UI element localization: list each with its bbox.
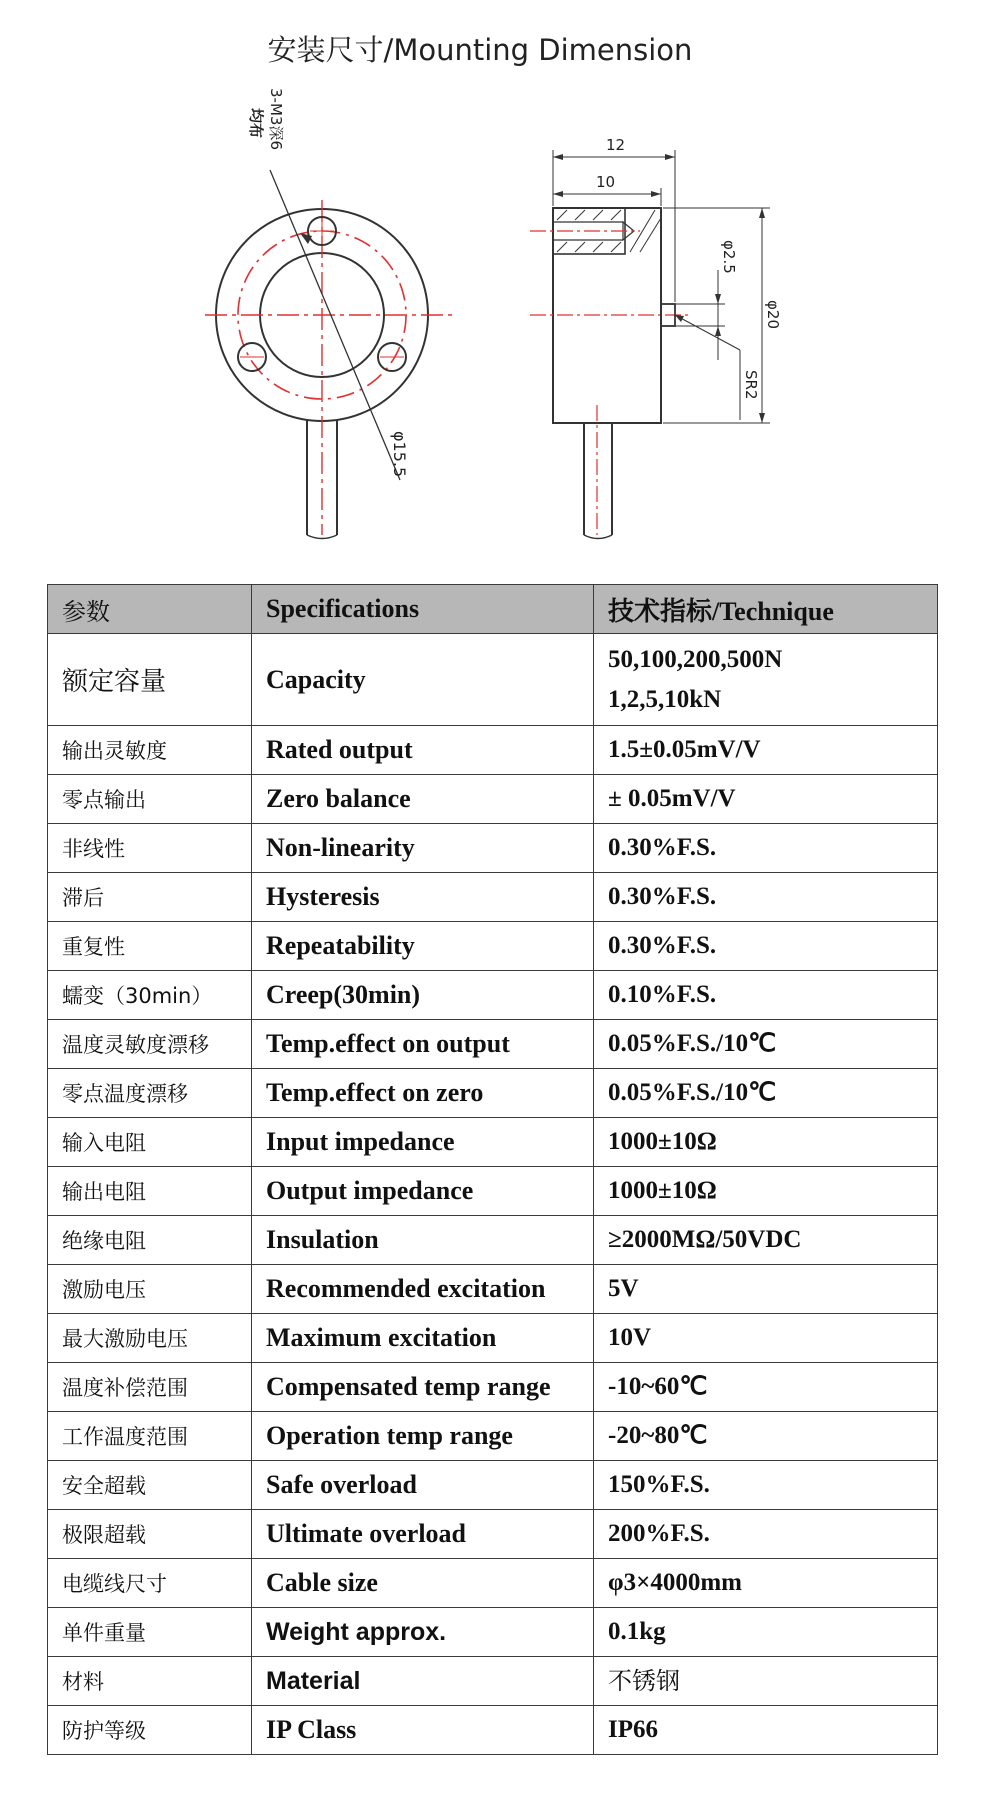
technique-value-cell: 150%F.S. [594,1461,938,1510]
technique-value-cell: -10~60℃ [594,1363,938,1412]
param-zh-cell: 输出电阻 [48,1167,252,1216]
dim-d25: φ2.5 [720,240,738,274]
dim-10: 10 [596,173,616,191]
param-zh-cell: 最大激励电压 [48,1314,252,1363]
spec-en-cell: Compensated temp range [252,1363,594,1412]
technique-value-cell: 0.30%F.S. [594,824,938,873]
spec-en-cell: Hysteresis [252,873,594,922]
param-zh-cell: 输入电阻 [48,1118,252,1167]
dim-pcd: φ15.5 [390,431,409,478]
technique-value-cell: 0.30%F.S. [594,873,938,922]
table-row [48,922,938,971]
header-param: 参数 [48,585,252,634]
spec-en-cell: Safe overload [252,1461,594,1510]
spec-en-cell: Creep(30min) [252,971,594,1020]
technique-value-cell: 0.05%F.S./10℃ [594,1069,938,1118]
capacity-en: Capacity [252,634,594,726]
spec-en-cell: Insulation [252,1216,594,1265]
table-row [48,971,938,1020]
param-zh-cell: 蠕变（30min） [48,971,252,1020]
note-thread: 3-M3深6 [267,88,285,150]
note-even: 均布 [247,108,265,139]
table-header-row [48,585,938,634]
param-zh-cell: 输出灵敏度 [48,726,252,775]
param-zh-cell: 工作温度范围 [48,1412,252,1461]
param-zh-cell: 重复性 [48,922,252,971]
param-zh-cell: 材料 [48,1657,252,1706]
technique-value-cell: φ3×4000mm [594,1559,938,1608]
param-zh-cell: 安全超载 [48,1461,252,1510]
param-zh-cell: 电缆线尺寸 [48,1559,252,1608]
technique-value-cell: 1.5±0.05mV/V [594,726,938,775]
spec-en-cell: Repeatability [252,922,594,971]
spec-en-cell: Input impedance [252,1118,594,1167]
technique-value-cell: 0.1kg [594,1608,938,1657]
table-row [48,824,938,873]
spec-en-cell: Maximum excitation [252,1314,594,1363]
spec-en-cell: Material [252,1657,594,1706]
param-zh-cell: 防护等级 [48,1706,252,1755]
capacity-value-line2: 1,2,5,10kN [608,685,722,713]
table-row [48,1167,938,1216]
table-row [48,1069,938,1118]
param-zh-cell: 零点温度漂移 [48,1069,252,1118]
technique-value-cell: 1000±10Ω [594,1118,938,1167]
table-row [48,1657,938,1706]
technique-value-cell: 10V [594,1314,938,1363]
table-row [48,1363,938,1412]
capacity-value-line1: 50,100,200,500N [608,645,783,673]
technique-value-cell: ± 0.05mV/V [594,775,938,824]
param-zh-cell: 极限超载 [48,1510,252,1559]
capacity-value [594,634,938,726]
table-row [48,1559,938,1608]
technique-value-cell: 不锈钢 [594,1657,938,1706]
table-row [48,1412,938,1461]
table-row [48,873,938,922]
technique-value-cell: 1000±10Ω [594,1167,938,1216]
spec-en-cell: Rated output [252,726,594,775]
technique-value-cell: -20~80℃ [594,1412,938,1461]
page-title: 安装尺寸/Mounting Dimension [267,33,693,67]
header-technique: 技术指标/Technique [594,585,938,634]
spec-table [47,584,938,1755]
table-row [48,726,938,775]
param-zh-cell: 单件重量 [48,1608,252,1657]
technique-value-cell: IP66 [594,1706,938,1755]
spec-en-cell: Operation temp range [252,1412,594,1461]
spec-en-cell: Zero balance [252,775,594,824]
spec-en-cell: Ultimate overload [252,1510,594,1559]
technique-value-cell: 0.30%F.S. [594,922,938,971]
table-row [48,775,938,824]
dim-d20: φ20 [764,300,782,329]
param-zh-cell: 滞后 [48,873,252,922]
param-zh-cell: 零点输出 [48,775,252,824]
param-zh-cell: 非线性 [48,824,252,873]
table-row [48,1118,938,1167]
table-row [48,1265,938,1314]
spec-en-cell: Temp.effect on output [252,1020,594,1069]
table-row [48,1020,938,1069]
technique-value-cell: 5V [594,1265,938,1314]
side-view [530,136,782,539]
spec-en-cell: Temp.effect on zero [252,1069,594,1118]
table-row [48,1510,938,1559]
spec-en-cell: IP Class [252,1706,594,1755]
technique-value-cell: 0.05%F.S./10℃ [594,1020,938,1069]
param-zh-cell: 激励电压 [48,1265,252,1314]
table-row [48,1706,938,1755]
technique-value-cell: ≥2000MΩ/50VDC [594,1216,938,1265]
param-zh-cell: 温度补偿范围 [48,1363,252,1412]
spec-en-cell: Cable size [252,1559,594,1608]
technique-value-cell: 200%F.S. [594,1510,938,1559]
spec-en-cell: Recommended excitation [252,1265,594,1314]
table-row-capacity [48,634,938,726]
spec-en-cell: Non-linearity [252,824,594,873]
param-zh-cell: 温度灵敏度漂移 [48,1020,252,1069]
spec-en-cell: Output impedance [252,1167,594,1216]
technique-value-cell: 0.10%F.S. [594,971,938,1020]
table-row [48,1608,938,1657]
mounting-drawing [0,70,1000,570]
dim-12: 12 [606,136,626,154]
table-row [48,1216,938,1265]
table-row [48,1461,938,1510]
spec-en-cell: Weight approx. [252,1608,594,1657]
param-zh-cell: 绝缘电阻 [48,1216,252,1265]
capacity-zh: 额定容量 [48,634,252,726]
dim-sr2: SR2 [742,370,760,400]
header-spec: Specifications [252,585,594,634]
front-view [205,88,455,539]
table-row [48,1314,938,1363]
